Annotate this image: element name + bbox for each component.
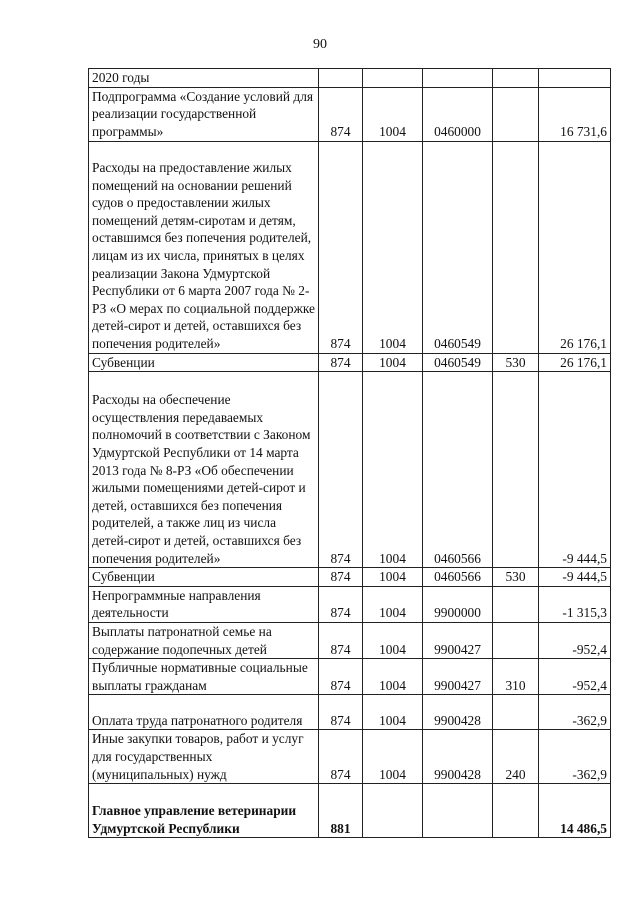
cell-sum: -952,4: [539, 659, 611, 695]
cell-vr: 530: [493, 353, 539, 372]
cell-name: Непрограммные направления деятельности: [89, 586, 319, 622]
cell-vr: [493, 69, 539, 88]
table-row: [89, 568, 611, 587]
cell-ved: 881: [319, 784, 363, 838]
table-row: [89, 69, 611, 88]
cell-vr: 530: [493, 568, 539, 587]
budget-table-body: [89, 69, 611, 838]
cell-name: Выплаты патронатной семье на содержание подопечных детей: [89, 622, 319, 658]
cell-razdel: 1004: [363, 372, 423, 568]
cell-csr: 0460566: [423, 372, 493, 568]
cell-name: Иные закупки товаров, работ и услуг для государственных (муниципальных) нужд: [89, 730, 319, 784]
cell-ved: 874: [319, 568, 363, 587]
cell-razdel: 1004: [363, 568, 423, 587]
cell-sum: 16 731,6: [539, 87, 611, 141]
cell-ved: 874: [319, 659, 363, 695]
cell-razdel: 1004: [363, 353, 423, 372]
cell-ved: 874: [319, 372, 363, 568]
cell-csr: 9900428: [423, 730, 493, 784]
cell-vr: 310: [493, 659, 539, 695]
cell-ved: 874: [319, 622, 363, 658]
cell-sum: -1 315,3: [539, 586, 611, 622]
cell-vr: [493, 784, 539, 838]
cell-sum: -362,9: [539, 730, 611, 784]
table-row: [89, 784, 611, 838]
cell-sum: -9 444,5: [539, 372, 611, 568]
cell-vr: [493, 586, 539, 622]
table-row: [89, 372, 611, 568]
cell-csr: 0460549: [423, 353, 493, 372]
cell-sum: 26 176,1: [539, 353, 611, 372]
cell-razdel: 1004: [363, 695, 423, 730]
cell-sum: 26 176,1: [539, 141, 611, 353]
cell-sum: -952,4: [539, 622, 611, 658]
cell-sum: -9 444,5: [539, 568, 611, 587]
cell-sum: 14 486,5: [539, 784, 611, 838]
table-row: [89, 695, 611, 730]
cell-name: 2020 годы: [89, 69, 319, 88]
cell-name: Субвенции: [89, 353, 319, 372]
cell-vr: [493, 141, 539, 353]
cell-csr: [423, 69, 493, 88]
budget-table: [88, 68, 611, 838]
cell-ved: 874: [319, 730, 363, 784]
cell-vr: [493, 622, 539, 658]
cell-ved: [319, 69, 363, 88]
cell-csr: 9900427: [423, 622, 493, 658]
cell-name: Расходы на предоставление жилых помещений на основании решений судов о предоставлении жилых помещений детям-сиротам и детям, оставшимся без попечения родителей, лицам из их числа, принятых в целях реализации Закона Удмуртской Республики от 6 марта 2007 года № 2-РЗ «О мерах по социальной поддержке детей-сирот и детей, оставшихся без попечения родителей»: [89, 141, 319, 353]
cell-ved: 874: [319, 87, 363, 141]
cell-name: Публичные нормативные социальные выплаты гражданам: [89, 659, 319, 695]
table-row: [89, 87, 611, 141]
cell-csr: 9900428: [423, 695, 493, 730]
cell-name: Субвенции: [89, 568, 319, 587]
cell-name: Главное управление ветеринарии Удмуртской Республики: [89, 784, 319, 838]
cell-razdel: 1004: [363, 586, 423, 622]
cell-vr: [493, 695, 539, 730]
cell-csr: 0460000: [423, 87, 493, 141]
cell-ved: 874: [319, 586, 363, 622]
cell-csr: 9900427: [423, 659, 493, 695]
cell-csr: 9900000: [423, 586, 493, 622]
cell-csr: [423, 784, 493, 838]
cell-razdel: 1004: [363, 730, 423, 784]
page-number: 90: [313, 37, 327, 52]
cell-vr: [493, 372, 539, 568]
cell-csr: 0460566: [423, 568, 493, 587]
table-row: [89, 586, 611, 622]
cell-razdel: [363, 784, 423, 838]
table-row: [89, 622, 611, 658]
cell-csr: 0460549: [423, 141, 493, 353]
table-row: [89, 659, 611, 695]
cell-name: Оплата труда патронатного родителя: [89, 695, 319, 730]
table-row: [89, 730, 611, 784]
cell-ved: 874: [319, 141, 363, 353]
cell-razdel: 1004: [363, 141, 423, 353]
table-row: [89, 353, 611, 372]
cell-ved: 874: [319, 353, 363, 372]
cell-sum: -362,9: [539, 695, 611, 730]
cell-razdel: 1004: [363, 87, 423, 141]
cell-name: Расходы на обеспечение осуществления передаваемых полномочий в соответствии с Законом Удмуртской Республики от 14 марта 2013 года № 8-РЗ «Об обеспечении жилыми помещениями детей-сирот и детей, оставшихся без попечения родителей, а также лиц из числа детей-сирот и детей, оставшихся без попечения родителей»: [89, 372, 319, 568]
cell-sum: [539, 69, 611, 88]
cell-ved: 874: [319, 695, 363, 730]
cell-razdel: [363, 69, 423, 88]
cell-razdel: 1004: [363, 622, 423, 658]
cell-razdel: 1004: [363, 659, 423, 695]
cell-name: Подпрограмма «Создание условий для реализации государственной программы»: [89, 87, 319, 141]
table-row: [89, 141, 611, 353]
cell-vr: 240: [493, 730, 539, 784]
cell-vr: [493, 87, 539, 141]
